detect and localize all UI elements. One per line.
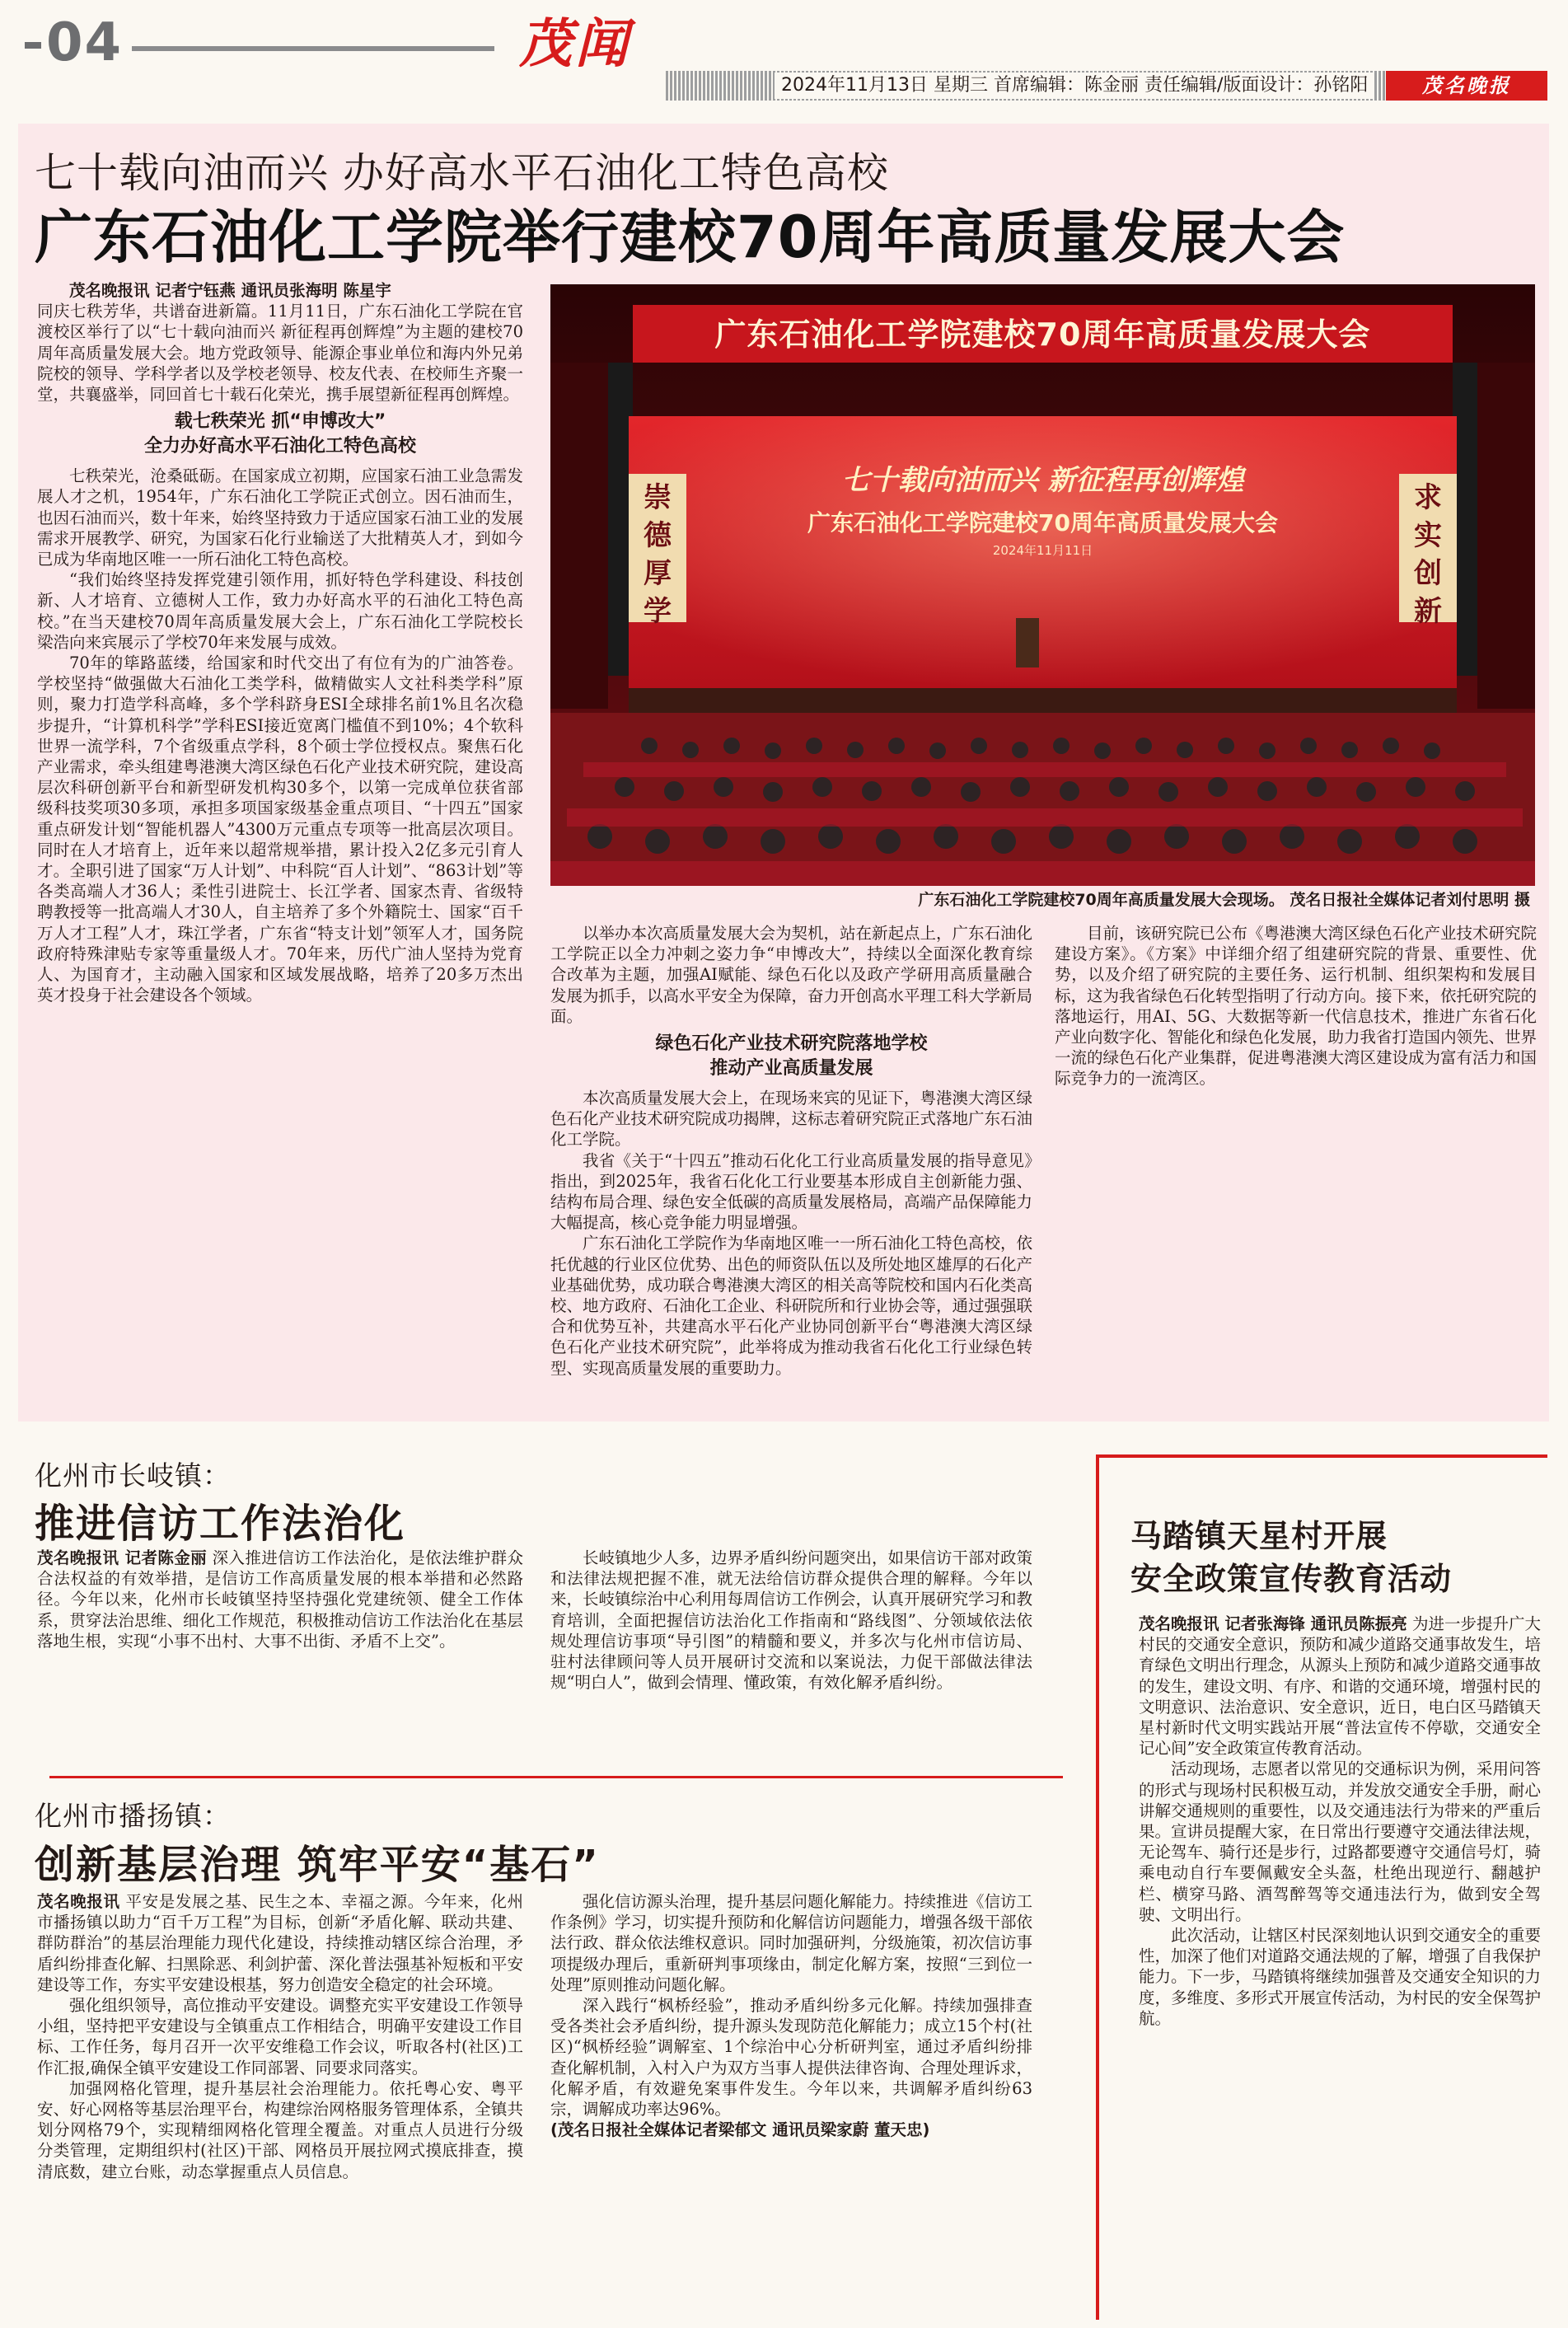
sidebar-byline: 茂名晚报讯 记者张海锋 通讯员陈振亮 (1139, 1614, 1407, 1633)
conference-photo (550, 284, 1535, 886)
screen-date: 2024年11月11日 (992, 543, 1093, 558)
sidebar-rule-left (1096, 1454, 1099, 2320)
conference-photo-illustration (550, 284, 1535, 886)
story3-headline: 创新基层治理 筑牢平安“基石” (35, 1842, 600, 1888)
page-number: 04 (25, 16, 123, 69)
lead-headline: 广东石油化工学院举行建校70周年高质量发展大会 (35, 204, 1346, 271)
lead-column-1 (37, 280, 523, 1409)
sidebar-paragraph: 此次活动，让辖区村民深刻地认识到交通安全的重要性，加深了他们对道路交通法规的了解，增强了自我保护能力。下一步，马踏镇将继续加强普及交通安全知识的力度，多维度、多形式开展宣传活动，为村民的安全保驾护航。 (1139, 1926, 1541, 2028)
story3-credit: (茂名日报社全媒体记者梁郁文 通讯员梁家蔚 董天忠) (550, 2120, 930, 2140)
sidebar-text: 为进一步提升广大村民的交通安全意识，预防和减少道路交通事故发生，培育绿色文明出行理念，从源头上预防和减少道路交通事故的发生，建设文明、有序、和谐的交通环境，增强村民的文明意识、法治意识、安全意识，近日，电白区马踏镇天星村新时代文明实践站开展“普法宣传不停歇，交通安全记心间”安全政策宣传教育活动。 (1139, 1614, 1541, 1759)
lead-column-2 (550, 923, 1032, 1413)
section-name: 茂闻 (519, 13, 631, 75)
dateline: 2024年11月13日 星期三 首席编辑：陈金丽 责任编辑/版面设计：孙铭阳 (775, 73, 1374, 99)
lead-paragraph: 目前，该研究院已公布《粤港澳大湾区绿色石化产业技术研究院建设方案》。《方案》中详细介绍了组建研究院的背景、重要性、优势，以及介绍了研究院的主要任务、运行机制、组织架构和发展目标，这为我省绿色石化转型指明了行动方向。接下来，依托研究院的落地运行，用AI、5G、大数据等新一代信息技术，推进广东省石化产业向数字化、智能化和绿色化发展，助力我省打造国内领先、世界一流的绿色石化产业集群，促进粤港澳大湾区建设成为富有活力和国际竞争力的一流湾区。 (1055, 924, 1538, 1089)
paper-logo: 茂名晚报 (1386, 71, 1547, 101)
story2-column-2 (550, 1548, 1032, 1770)
story2-headline: 推进信访工作法治化 (35, 1501, 406, 1547)
lead-paragraph: 本次高质量发展大会上，在现场来宾的见证下，粤港澳大湾区绿色石化产业技术研究院成功揭牌，这标志着研究院正式落地广东石油化工学院。 (550, 1089, 1033, 1150)
story3-paragraph: 深入践行“枫桥经验”，推动矛盾纠纷多元化解。持续加强排查受各类社会矛盾纠纷，提升源头发现防范化解能力；成立15个村(社区)“枫桥经验”调解室、1个综治中心分析研判室，通过矛盾纠纷排查化解机制，入村入户为双方当事人提供法律咨询、合理处理诉求，化解矛盾，有效避免案事件发生。今年以来，共调解矛盾纠纷63宗，调解成功率达96%。 (550, 1996, 1033, 2120)
lead-byline: 茂名晚报讯 记者宁钰燕 通讯员张海明 陈星宇 (69, 281, 391, 300)
photo-banner-text: 广东石油化工学院建校70周年高质量发展大会 (714, 316, 1371, 353)
story3-column-2 (550, 1891, 1032, 2320)
story2-column-1 (37, 1548, 523, 1770)
lead-subheadline: 七十载向油而兴 办好高水平石油化工特色高校 (35, 149, 889, 197)
photo-caption: 广东石油化工学院建校70周年高质量发展大会现场。 茂名日报社全媒体记者刘付思明 摄 (918, 891, 1530, 909)
lead-subheading: 载七秩荣光 抓“申博改大” 全力办好高水平石油化工特色高校 (143, 411, 416, 457)
story3-paragraph: 强化信访源头治理，提升基层问题化解能力。持续推进《信访工作条例》学习，切实提升预防和化解信访问题能力，增强各级干部依法行政、群众依法维权意识。同时加强研判，分级施策，初次信访事项提级办理后，重新研判事项缘由，制定化解方案，按照“三到位一处理”原则推动问题化解。 (550, 1892, 1033, 1994)
sidebar-paragraph: 活动现场，志愿者以常见的交通标识为例，采用问答的形式与现场村民积极互动，并发放交通安全手册，耐心讲解交通规则的重要性，以及交通违法行为带来的严重后果。宣讲员提醒大家，在日常出行要遵守交通法律法规，无论驾车、骑行还是步行，过路都要遵守交通信号灯，骑乘电动自行车要佩戴安全头盔，杜绝出现逆行、翻越护栏、横穿马路、酒驾醉驾等交通违法行为，做到安全驾驶、文明出行。 (1139, 1759, 1541, 1924)
sidebar-paragraph (1139, 1614, 1541, 1759)
story2-paragraph: 长岐镇地少人多，边界矛盾纠纷问题突出，如果信访干部对政策和法律法规把握不准，就无法给信访群众提供合理的解释。今年以来，长岐镇综治中心利用每周信访工作例会，认真开展研究学习和教育培训，全面把握信访法治化工作指南和“路线图”、分领域依法依规处理信访事项“导引图”的精髓和要义，并多次与化州市信访局、驻村法律顾问等人员开展研讨交流和以案说法，力促干部做法律法规“明白人”，做到会情理、懂政策，有效化解矛盾纠纷。 (550, 1548, 1033, 1693)
lead-subheading: 绿色石化产业技术研究院落地学校 推动产业高质量发展 (655, 1033, 928, 1080)
story3-paragraph (37, 1891, 523, 1995)
lead-column-3 (1055, 923, 1537, 1413)
screen-title: 广东石油化工学院建校70周年高质量发展大会 (807, 509, 1278, 536)
story2-paragraph (37, 1548, 523, 1651)
sidebar-column (1139, 1614, 1541, 2322)
lead-paragraph: 广东石油化工学院作为华南地区唯一一所石油化工特色高校，依托优越的行业区位优势、出色的师资队伍以及所处地区雄厚的石化产业基础优势，成功联合粤港澳大湾区的相关高等院校和国内石化类高校、地方政府、石油化工企业、科研院所和行业协会等，通过强强联合和优势互补，共建高水平石化产业协同创新平台“粤港澳大湾区绿色石化产业技术研究院”，此举将成为推动我省石化化工行业绿色转型、实现高质量发展的重要助力。 (550, 1234, 1033, 1378)
screen-motto-left: 崇德 厚学 (644, 481, 672, 628)
screen-motto-right: 求实 创新 (1414, 481, 1442, 628)
lead-paragraph: 七秩荣光，沧桑砥砺。在国家成立初期，应国家石油工业急需发展人才之机，1954年，广东石油化工学院正式创立。因石油而生，也因石油而兴，数十年来，始终坚持致力于适应国家石油工业的发展需求开展教学、研究，为国家石化行业输送了大批精英人才，到如今已成为华南地区唯一一所石油化工特色高校。 (37, 466, 523, 569)
sidebar-headline: 马踏镇天星村开展 安全政策宣传教育活动 (1130, 1518, 1453, 1597)
story3-paragraph: 强化组织领导，高位推动平安建设。调整充实平安建设工作领导小组，坚持把平安建设与全镇重点工作相结合，明确平安建设工作目标、工作任务，每月召开一次平安维稳工作会议，听取各村(社区)工作汇报,确保全镇平安建设工作同部署、同要求同落实。 (37, 1996, 523, 2077)
story2-text: 深入推进信访工作法治化，是依法维护群众合法权益的有效举措，是信访工作高质量发展的根本举措和必然路径。今年以来，化州市长岐镇坚持坚持强化党建统领、健全工作体系，贯穿法治思维、细化工作规范，积极推动信访工作法治化在基层落地生根，实现“小事不出村、大事不出街、矛盾不上交”。 (37, 1548, 523, 1651)
story3-column-1 (37, 1891, 523, 2320)
lead-paragraph: 70年的筚路蓝缕，给国家和时代交出了有位有为的广油答卷。学校坚持“做强做大石油化工类学科，做精做实人文社科类学科”原则，聚力打造学科高峰，多个学科跻身ESI全球排名前1%且名次稳步提升，“计算机科学”学科ESI接近宽离门槛值不到10%；4个软科世界一流学科，7个省级重点学科，8个硕士学位授权点。聚焦石化产业需求，牵头组建粤港澳大湾区绿色石化产业技术研究院，建设高层次科研创新平台和新型研发机构30多个，以第一完成单位获省部级科技奖项30多项，承担多项国家级基金重点项目、“十四五”国家重点研发计划“智能机器人”4300万元重点专项等一批高层次项目。同时在人才培育上，近年来以超常规举措，累计投入2亿多元引育人才。全职引进了国家“万人计划”、中科院“百人计划”、“863计划”等各类高端人才36人；柔性引进院士、长江学者、国家杰青、省级特聘教授等一批高端人才30人，自主培养了多个外籍院士、国家“百千万人才工程”人才，珠江学者，广东省“特支计划”领军人才，国务院政府特殊津贴专家等重量级人才。70年来，历代广油人坚持为党育人、为国育才，主动融入国家和区域发展战略，培养了20多万杰出英才投身于社会建设各个领域。 (37, 653, 523, 1005)
story3-text: 平安是发展之基、民生之本、幸福之源。今年来，化州市播扬镇以助力“百千万工程”为目标，创新“矛盾化解、联动共建、群防群治”的基层治理能力现代化建设，持续推动辖区综合治理，矛盾纠纷排查化解、扫黑除恶、利剑护蕾、深化普法强基补短板和平安建设等工作，夯实平安建设根基，努力创造安全稳定的社会环境。 (37, 1892, 523, 1994)
sidebar-rule-top (1096, 1454, 1547, 1458)
lead-paragraph: 我省《关于“十四五”推动石化化工行业高质量发展的指导意见》指出，到2025年，我省石化化工行业要基本形成自主创新能力强、结构布局合理、绿色安全低碳的高质量发展格局，高端产品保障能力大幅提高，核心竞争能力明显增强。 (550, 1150, 1033, 1233)
screen-slogan: 七十载向油而兴 新征程再创辉煌 (841, 464, 1244, 497)
lead-paragraph: 以举办本次高质量发展大会为契机，站在新起点上，广东石油化工学院正以全力冲刺之姿力争“申博改大”，持续以全面深化教育综合改革为主题，加强AI赋能、绿色石化以及政产学研用高质量融合发展为抓手，以高水平安全为保障，奋力开创高水平理工科大学新局面。 (550, 924, 1033, 1026)
story-divider (49, 1776, 1063, 1778)
lead-paragraph: 同庆七秩芳华，共谱奋进新篇。11月11日，广东石油化工学院在官渡校区举行了以“七十载向油而兴 新征程再创辉煌”为主题的建校70周年高质量发展大会。地方党政领导、能源企事业单位和海内外兄弟院校的领导、学科学者以及学校老领导、校友代表、在校师生齐聚一堂，共襄盛举，同回首七十载石化荣光，携手展望新征程再创辉煌。 (37, 302, 523, 405)
story3-paragraph: 加强网格化管理，提升基层社会治理能力。依托粤心安、粤平安、好心网格等基层治理平台，构建综治网格服务管理体系，全镇共划分网格79个，实现精细网格化管理全覆盖。对重点人员进行分级分类管理，定期组织村(社区)干部、网格员开展拉网式摸底排查，摸清底数，建立台账，动态掌握重点人员信息。 (37, 2078, 523, 2181)
story2-kicker: 化州市长岐镇： (35, 1459, 231, 1492)
story2-byline: 茂名晚报讯 记者陈金丽 (37, 1548, 207, 1567)
story3-byline: 茂名晚报讯 (37, 1892, 120, 1911)
header-rule (132, 46, 494, 51)
story3-kicker: 化州市播扬镇： (35, 1800, 231, 1832)
lead-paragraph: “我们始终坚持发挥党建引领作用，抓好特色学科建设、科技创新、人才培育、立德树人工作，致力办好高水平的石油化工特色高校。”在当天建校70周年高质量发展大会上，广东石油化工学院校长梁浩向来宾展示了学校70年来发展与成效。 (37, 570, 523, 652)
